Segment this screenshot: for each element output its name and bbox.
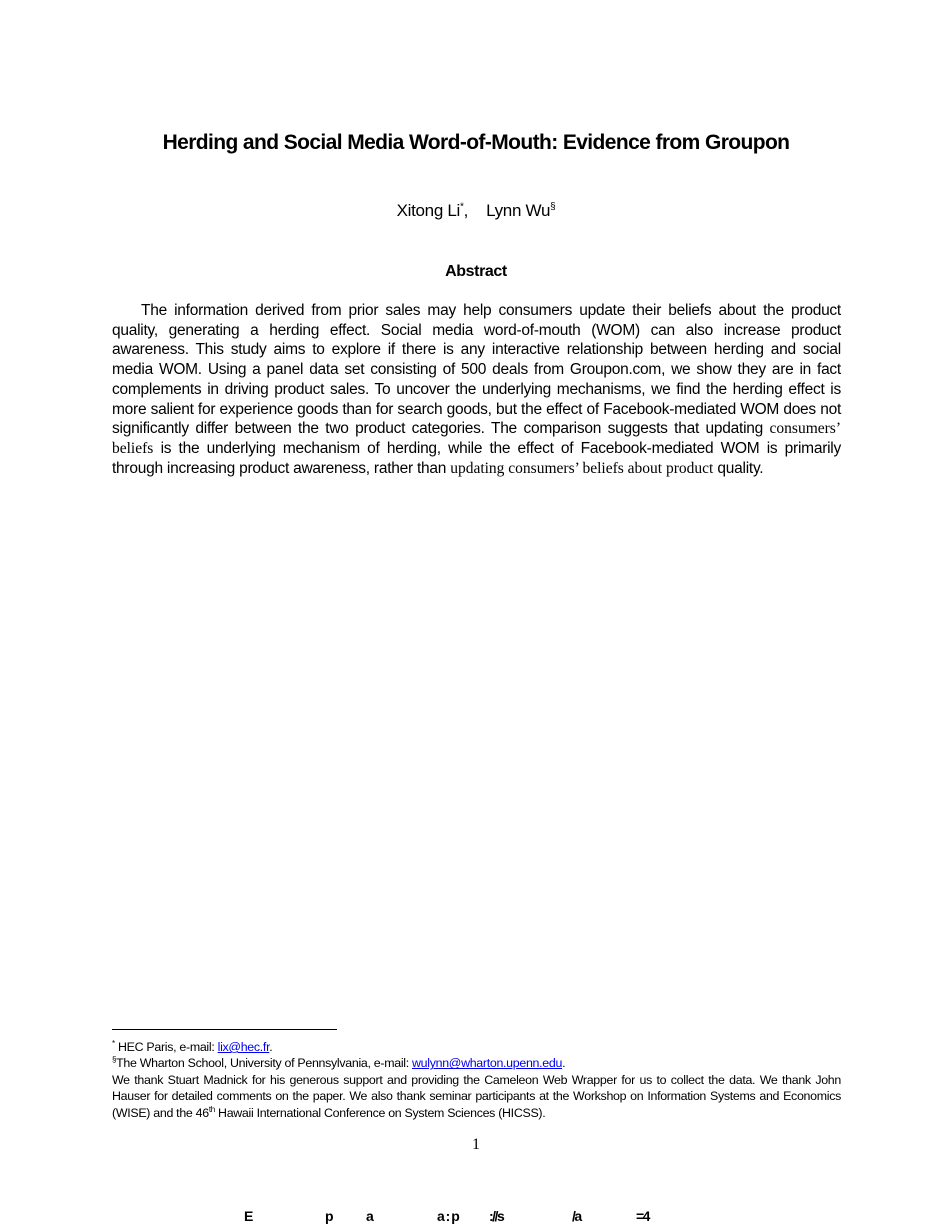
author-name: Xitong Li [396, 201, 461, 220]
footnote-divider [112, 1029, 337, 1030]
footnote-affiliation [112, 1039, 841, 1055]
abstract-serif-segment: updating consumers’ beliefs about product [450, 459, 714, 477]
abstract-heading: Abstract [445, 263, 507, 280]
abstract-serif-segment: consumers’ beliefs [112, 420, 841, 457]
watermark-fragment: a : p [437, 1208, 459, 1224]
watermark-fragment: E [244, 1208, 252, 1224]
email-link[interactable]: lix@hec.fr [217, 1040, 270, 1054]
author-footnote-mark: § [550, 201, 556, 213]
watermark-fragment: a [366, 1208, 373, 1224]
abstract-segment: The information derived from prior sales may help consumers update their beliefs about the product quality, generating a herding effect. Social media word-of-mouth (WOM) can also increase product awareness. This study aims to explore if there is any interactive relationship between herding and social media WOM. Using a panel data set consisting of 500 deals from Groupon.com, we show they are in fact complements in driving product sales. To uncover the underlying mechanisms, we find the herding effect is more salient for experience goods than for search goods, but the effect of Facebook-mediated WOM does not significantly differ between the two product categories. The comparison suggests that updating [112, 302, 841, 438]
watermark-fragment: ://s [489, 1208, 504, 1224]
footnote-affiliation [112, 1055, 841, 1071]
ack-superscript: th [208, 1104, 215, 1114]
watermark-fragment: =4 [636, 1208, 649, 1224]
ack-text: Hawaii International Conference on System Sciences (HICSS). [214, 1105, 546, 1120]
author-name: Lynn Wu [486, 201, 551, 220]
footnote-end: . [562, 1056, 566, 1071]
author-list [0, 201, 952, 221]
author-footnote-mark: * [460, 201, 464, 213]
paper-title: Herding and Social Media Word-of-Mouth: Evidence from Groupon [162, 131, 790, 154]
abstract-segment: quality. [717, 459, 764, 477]
acknowledgements [112, 1072, 841, 1121]
abstract-segment: is the underlying mechanism of herding, while the effect of Facebook-mediated WOM is primarily through increasing product awareness, rather than [112, 439, 841, 477]
ack-text: We thank Stuart Madnick for his generous support and providing the Cameleon Web Wrapper for us to collect the data. We thank John Hauser for detailed comments on the paper. We also thank seminar participants at the Workshop on Information Systems and Economics (WISE) and the 46 [112, 1072, 841, 1120]
footnotes [112, 1039, 841, 1121]
footnote-mark: * [112, 1038, 115, 1048]
email-link[interactable]: wulynn@wharton.upenn.edu [412, 1056, 563, 1071]
watermark-fragment: /a [572, 1208, 581, 1224]
footnote-text: HEC Paris, e-mail: [117, 1040, 218, 1054]
abstract-text [112, 301, 841, 478]
footnote-text: The Wharton School, University of Pennsylvania, e-mail: [116, 1056, 413, 1071]
page-number: 1 [472, 1136, 480, 1153]
watermark-fragment: p [325, 1208, 333, 1224]
author-separator: , [463, 201, 469, 220]
footnote-mark: § [112, 1055, 117, 1065]
footnote-end: . [269, 1040, 273, 1054]
